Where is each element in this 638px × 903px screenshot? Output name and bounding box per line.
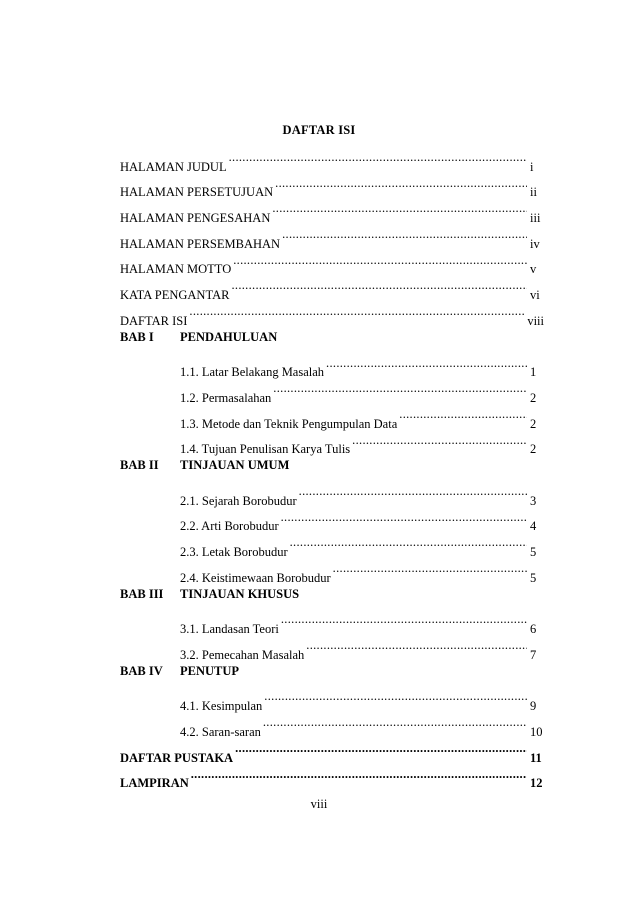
dot-leader	[290, 530, 527, 556]
toc-entry-label: 2.2. Arti Borobudur	[180, 519, 279, 534]
toc-entry-label: DAFTAR PUSTAKA	[120, 750, 234, 765]
toc-entry-page: 1	[530, 365, 537, 380]
toc-entry-page: 2	[530, 390, 537, 405]
toc-entry-label: 1.1. Latar Belakang Masalah	[180, 365, 325, 380]
chapter-number: BAB IV	[120, 663, 163, 678]
toc-entry-page: v	[530, 262, 537, 277]
page-title: DAFTAR ISI	[282, 123, 356, 137]
toc-entry-page: 10	[530, 724, 543, 739]
toc-entry-page: 5	[530, 545, 537, 559]
toc-entry-label: 2.1. Sejarah Borobudur	[180, 493, 297, 508]
toc-entry-page: 2	[530, 442, 537, 457]
chapter-title: PENDAHULUAN	[180, 329, 278, 344]
chapter-heading-bab-4	[120, 659, 544, 685]
toc-entry-label: HALAMAN PENGESAHAN	[120, 211, 271, 226]
dot-leader	[275, 171, 527, 197]
chapter-heading-bab-1	[120, 325, 544, 351]
dot-leader	[233, 248, 527, 274]
chapter-number: BAB II	[120, 458, 159, 473]
dot-leader	[281, 607, 527, 633]
dot-leader	[306, 633, 527, 659]
dot-leader	[229, 145, 527, 171]
toc-entry-label: 4.1. Kesimpulan	[180, 699, 263, 714]
chapter-number: BAB III	[120, 586, 164, 601]
toc-entry-page: 4	[530, 519, 537, 534]
dot-leader	[281, 505, 527, 531]
toc-entry-page: 2	[530, 416, 537, 431]
toc-entry-label: 1.4. Tujuan Penulisan Karya Tulis	[180, 442, 351, 457]
dot-leader	[282, 222, 527, 248]
toc-entry-label: 2.3. Letak Borobudur	[180, 545, 288, 559]
toc-entry-label: HALAMAN JUDUL	[120, 159, 227, 174]
dot-leader	[263, 710, 527, 736]
table-of-contents	[120, 145, 544, 791]
toc-entry-page: iv	[530, 236, 540, 251]
chapter-title: TINJAUAN KHUSUS	[180, 586, 300, 601]
dot-leader	[399, 402, 527, 428]
toc-entry-section	[120, 684, 544, 714]
dot-leader	[264, 684, 527, 710]
page-number: viii	[310, 797, 328, 811]
toc-entry-section	[120, 351, 544, 380]
chapter-heading-bab-3	[120, 582, 544, 608]
toc-entry-label: 1.2. Permasalahan	[180, 390, 272, 405]
toc-entry-label: KATA PENGANTAR	[120, 288, 230, 303]
toc-entry-page: viii	[527, 313, 544, 328]
toc-entry-page: 11	[530, 750, 542, 765]
chapter-number: BAB I	[120, 329, 154, 344]
toc-entry-label: LAMPIRAN	[120, 776, 189, 791]
toc-entry-page: 7	[530, 647, 537, 662]
dot-leader	[272, 196, 527, 222]
dot-leader	[352, 428, 527, 454]
chapter-title: TINJAUAN UMUM	[180, 458, 290, 473]
toc-entry-label: 1.3. Metode dan Teknik Pengumpulan Data	[180, 416, 398, 431]
dot-leader	[299, 479, 527, 505]
toc-entry-page: 5	[530, 570, 537, 585]
dot-leader	[333, 556, 527, 582]
dot-leader	[191, 762, 527, 788]
toc-entry-page: iii	[530, 211, 541, 226]
dot-leader	[235, 736, 527, 762]
toc-entry-label: DAFTAR ISI	[120, 313, 188, 328]
toc-entry-section	[120, 479, 544, 508]
chapter-title: PENUTUP	[180, 663, 240, 678]
toc-entry-page: 9	[530, 699, 537, 714]
toc-entry-label: HALAMAN MOTTO	[120, 262, 232, 277]
toc-entry-halaman-judul	[120, 145, 544, 174]
toc-entry-page: 6	[530, 622, 537, 637]
toc-entry-section	[120, 607, 544, 637]
toc-entry-label: 3.1. Landasan Teori	[180, 622, 279, 637]
dot-leader	[189, 299, 524, 325]
toc-entry-page: 3	[530, 493, 537, 508]
toc-entry-label: 2.4. Keistimewaan Borobudur	[180, 570, 331, 585]
toc-entry-label: HALAMAN PERSEMBAHAN	[120, 236, 281, 251]
dot-leader	[273, 376, 527, 402]
toc-entry-page: ii	[530, 185, 537, 200]
toc-entry-page: i	[530, 159, 534, 174]
dot-leader	[326, 351, 527, 377]
toc-entry-page: vi	[530, 288, 540, 303]
toc-entry-label: 4.2. Saran-saran	[180, 724, 261, 739]
toc-entry-page: 12	[530, 776, 543, 791]
toc-entry-label: HALAMAN PERSETUJUAN	[120, 185, 274, 200]
toc-entry-label: 3.2. Pemecahan Masalah	[180, 647, 305, 662]
dot-leader	[231, 273, 527, 299]
